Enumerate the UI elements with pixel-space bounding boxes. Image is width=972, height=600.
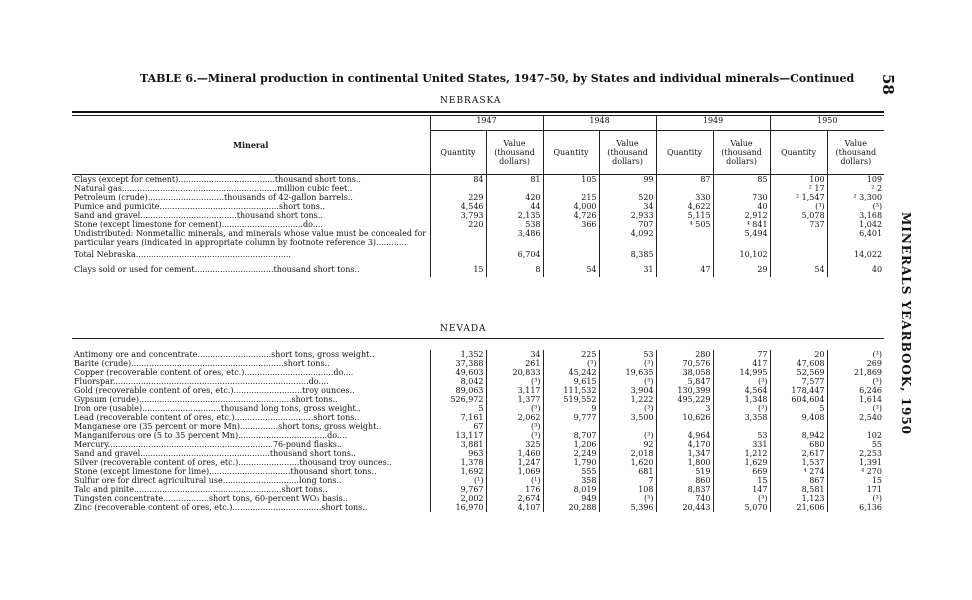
value-cell: 681 [599,467,656,476]
table-row [72,413,884,422]
value-cell: ² 3,300 [827,193,884,202]
quantity-cell: 178,447 [770,386,827,395]
quantity-cell: 358 [543,476,599,485]
quantity-cell: 860 [656,476,713,485]
quantity-cell: 3,881 [430,440,486,449]
value-cell: 1,460 [486,449,543,458]
quantity-cell [543,422,599,431]
quantity-cell: 963 [430,449,486,458]
quantity-cell: 366 [543,220,599,229]
mineral-name: Sulfur ore for direct agricultural use..............................long tons.. [74,476,342,485]
value-cell: (³) [486,377,543,386]
value-cell: 4,092 [599,229,656,247]
value-cell: (³) [599,359,656,368]
mineral-name: Mercury.................................................................76-pound flasks.. [74,440,342,449]
quantity-header: Quantity [543,131,599,175]
quantity-cell: 1,800 [656,458,713,467]
table-row [72,422,884,431]
quantity-cell: 13,117 [430,431,486,440]
quantity-cell: 38,058 [656,368,713,377]
value-cell: (³) [827,202,884,211]
quantity-cell: 740 [656,494,713,503]
quantity-cell [770,422,827,431]
value-cell: 6,704 [486,247,543,262]
value-cell: 2,135 [486,211,543,220]
mineral-name: Fluorspar.............................................................................do.... [74,377,329,386]
table-row [72,359,884,368]
value-cell: 3,358 [713,413,770,422]
value-cell: 108 [599,485,656,494]
table-title: TABLE 6.—Mineral production in continental United States, 1947–50, by States and individual minerals—Continued [140,72,855,85]
value-cell: (³) [827,404,884,413]
year-header: 1950 [770,116,884,131]
value-cell: 331 [713,440,770,449]
quantity-cell: 4,000 [543,202,599,211]
value-cell: 669 [713,467,770,476]
value-cell: (³) [827,377,884,386]
value-cell: 2,253 [827,449,884,458]
table-row [72,494,884,503]
quantity-cell: 5,847 [656,377,713,386]
quantity-cell: 9 [543,404,599,413]
quantity-cell: 100 [770,175,827,185]
table-row [72,175,884,185]
quantity-cell: 280 [656,350,713,359]
quantity-cell: 1,352 [430,350,486,359]
value-cell: 730 [713,193,770,202]
table-row [72,202,884,211]
quantity-cell: 54 [543,262,599,277]
value-cell: 6,401 [827,229,884,247]
quantity-cell: 1,692 [430,467,486,476]
mineral-name: Pumice and pumicite...............................................short tons.. [74,202,325,211]
quantity-cell: 5,078 [770,211,827,220]
quantity-cell: 9,408 [770,413,827,422]
quantity-cell: 49,603 [430,368,486,377]
value-cell: ⁴ 841 [713,220,770,229]
value-cell: 14,022 [827,247,884,262]
mineral-name: Sand and gravel...................................................thousand short tons.. [74,449,356,458]
mineral-name: Talc and pinite..........................................................short tons.. [74,485,328,494]
mineral-name: Natural gas.............................................................million cubic feet.. [74,184,353,193]
value-cell: 109 [827,175,884,185]
quantity-cell [656,184,713,193]
value-cell: 20,833 [486,368,543,377]
quantity-cell: 215 [543,193,599,202]
value-cell: 102 [827,431,884,440]
mineral-name: Zinc (recoverable content of ores, etc.)...................................short tons.. [74,503,368,512]
table-row [72,350,884,359]
quantity-cell: 20 [770,350,827,359]
mineral-name: Undistributed: Nonmetallic minerals, and minerals whose value must be concealed for particular years (indicated in appropriate column by footnote reference 3)............ [74,229,427,247]
table-row [72,467,884,476]
value-cell: 1,614 [827,395,884,404]
value-cell: 1,391 [827,458,884,467]
quantity-cell: ² 1,547 [770,193,827,202]
value-cell: (³) [713,404,770,413]
value-cell: 538 [486,220,543,229]
table-row [72,449,884,458]
value-header: Value (thousand dollars) [827,131,884,175]
value-cell: 1,348 [713,395,770,404]
table-row [72,404,884,413]
value-cell: 2,912 [713,211,770,220]
quantity-cell [543,247,599,262]
quantity-cell: ² 17 [770,184,827,193]
quantity-cell: 89,063 [430,386,486,395]
table-row [72,386,884,395]
quantity-cell: 87 [656,175,713,185]
quantity-cell: 526,972 [430,395,486,404]
quantity-cell [543,229,599,247]
nevada-rule [72,338,884,339]
quantity-cell: 1,123 [770,494,827,503]
quantity-cell: 4,964 [656,431,713,440]
quantity-cell: 2,249 [543,449,599,458]
value-cell: 1,629 [713,458,770,467]
table-row [72,368,884,377]
quantity-cell: (¹) [430,476,486,485]
value-cell: 40 [713,202,770,211]
mineral-name: Silver (recoverable content of ores, etc.)........................thousand troy ounces.. [74,458,392,467]
mineral-name: Barite (crude)............................................................short tons.. [74,359,330,368]
value-cell: (³) [599,494,656,503]
quantity-header: Quantity [430,131,486,175]
value-cell: (¹) [486,476,543,485]
quantity-cell: 4,546 [430,202,486,211]
value-cell: (³) [827,350,884,359]
value-cell: (³) [599,431,656,440]
quantity-cell [770,229,827,247]
quantity-cell: 2,002 [430,494,486,503]
value-header: Value (thousand dollars) [486,131,543,175]
value-cell: 417 [713,359,770,368]
value-cell: 10,102 [713,247,770,262]
table-row [72,485,884,494]
value-cell: 34 [599,202,656,211]
value-cell: 171 [827,485,884,494]
value-cell: 3,168 [827,211,884,220]
value-cell: 3,486 [486,229,543,247]
quantity-cell: 8,042 [430,377,486,386]
quantity-cell: 1,790 [543,458,599,467]
value-cell: 5,396 [599,503,656,512]
value-cell: 21,869 [827,368,884,377]
value-cell: 53 [599,350,656,359]
quantity-cell: 5,115 [656,211,713,220]
running-head: MINERALS YEARBOOK, 1950 [899,212,913,436]
quantity-cell [770,247,827,262]
quantity-cell: 130,399 [656,386,713,395]
value-cell: 81 [486,175,543,185]
quantity-cell: ⁴ 274 [770,467,827,476]
mineral-name: Manganiferous ore (5 to 35 percent Mn)...................................do.... [74,431,348,440]
quantity-cell: 867 [770,476,827,485]
value-cell: 1,042 [827,220,884,229]
mineral-name: Gypsum (crude)............................................................short tons.. [74,395,338,404]
value-cell: 15 [827,476,884,485]
quantity-cell: 220 [430,220,486,229]
value-cell: 8,385 [599,247,656,262]
quantity-cell: 1,206 [543,440,599,449]
value-cell: 92 [599,440,656,449]
value-cell: (³) [599,377,656,386]
mineral-name: Stone (except limestone for cement)................................do.... [74,220,323,229]
mineral-header: Mineral [72,116,430,175]
mineral-name: Stone (except limestone for lime)................................thousand short tons.. [74,467,377,476]
value-cell: 176 [486,485,543,494]
quantity-cell: 16,970 [430,503,486,512]
value-cell: 5,494 [713,229,770,247]
quantity-cell: (³) [770,202,827,211]
quantity-cell: 1,537 [770,458,827,467]
table-row [72,220,884,229]
mineral-name: Iron ore (usable)...............................thousand long tons, gross weight.. [74,404,361,413]
value-cell: 19,635 [599,368,656,377]
quantity-cell: 8,707 [543,431,599,440]
quantity-cell: 519 [656,467,713,476]
quantity-cell: 47,608 [770,359,827,368]
quantity-cell: 15 [430,262,486,277]
table-row [72,193,884,202]
quantity-cell: 4,170 [656,440,713,449]
value-cell: (³) [486,431,543,440]
value-cell: 1,222 [599,395,656,404]
value-cell: (³) [827,494,884,503]
value-cell: 2,062 [486,413,543,422]
value-cell: 1,247 [486,458,543,467]
quantity-cell: 47 [656,262,713,277]
quantity-cell: 555 [543,467,599,476]
mineral-name: Sand and gravel......................................thousand short tons.. [74,211,323,220]
table-row [72,395,884,404]
quantity-cell: (³) [543,359,599,368]
value-cell: 147 [713,485,770,494]
quantity-cell: 70,576 [656,359,713,368]
value-cell: 14,995 [713,368,770,377]
table-row [72,440,884,449]
quantity-cell: 949 [543,494,599,503]
quantity-cell: 3,793 [430,211,486,220]
value-cell [599,422,656,431]
quantity-cell: 519,552 [543,395,599,404]
value-cell: 85 [713,175,770,185]
value-cell: 34 [486,350,543,359]
value-cell: 7 [599,476,656,485]
value-cell [713,422,770,431]
quantity-cell: 37,388 [430,359,486,368]
year-header: 1948 [543,116,656,131]
value-cell: 420 [486,193,543,202]
quantity-cell: 45,242 [543,368,599,377]
value-cell: 6,246 [827,386,884,395]
value-cell [486,184,543,193]
table-row [72,458,884,467]
state-label-nevada: NEVADA [440,324,487,334]
quantity-cell: 52,569 [770,368,827,377]
state-label-nebraska: NEBRASKA [440,96,502,106]
quantity-cell: 225 [543,350,599,359]
quantity-cell: 8,581 [770,485,827,494]
quantity-cell: 111,532 [543,386,599,395]
table-row [72,211,884,220]
value-header: Value (thousand dollars) [599,131,656,175]
top-rule [72,111,884,113]
quantity-cell: 5 [430,404,486,413]
quantity-cell: 5 [770,404,827,413]
quantity-cell: 7,161 [430,413,486,422]
quantity-cell: 680 [770,440,827,449]
value-cell: 8 [486,262,543,277]
quantity-cell: 21,606 [770,503,827,512]
quantity-cell: 20,288 [543,503,599,512]
nevada-table [72,350,884,512]
quantity-cell: 8,837 [656,485,713,494]
value-cell: ² 2 [827,184,884,193]
value-cell: 29 [713,262,770,277]
total-row [72,247,884,262]
quantity-cell: 2,617 [770,449,827,458]
value-cell: 99 [599,175,656,185]
value-cell: 3,904 [599,386,656,395]
value-cell: 2,674 [486,494,543,503]
mineral-name: Copper (recoverable content of ores, etc.)...................................do.... [74,368,354,377]
mineral-name: Petroleum (crude)..............................thousands of 42-gallon barrels.. [74,193,353,202]
quantity-cell: 9,615 [543,377,599,386]
quantity-cell: 604,604 [770,395,827,404]
quantity-cell: ⁴ 505 [656,220,713,229]
value-cell [713,184,770,193]
quantity-cell [656,229,713,247]
value-cell: 3,117 [486,386,543,395]
value-cell: 1,377 [486,395,543,404]
quantity-cell: 105 [543,175,599,185]
quantity-cell: 54 [770,262,827,277]
mineral-name: Lead (recoverable content of ores, etc.)...............................short tons.. [74,413,360,422]
quantity-header: Quantity [656,131,713,175]
quantity-cell: 330 [656,193,713,202]
value-cell: 707 [599,220,656,229]
quantity-cell [656,422,713,431]
mineral-name: Manganese ore (35 percent or more Mn)...............short tons, gross weight.. [74,422,382,431]
value-cell: 6,136 [827,503,884,512]
quantity-cell: 1,347 [656,449,713,458]
value-cell: 44 [486,202,543,211]
quantity-cell: 8,942 [770,431,827,440]
quantity-cell: 20,443 [656,503,713,512]
value-cell: (³) [713,494,770,503]
nebraska-table [72,115,884,277]
quantity-cell [543,184,599,193]
table-row [72,229,884,247]
quantity-cell: 10,626 [656,413,713,422]
value-cell: 40 [827,262,884,277]
value-cell: 4,107 [486,503,543,512]
quantity-cell: 7,577 [770,377,827,386]
value-cell [599,184,656,193]
quantity-cell: 3 [656,404,713,413]
quantity-cell: 84 [430,175,486,185]
quantity-cell: 9,777 [543,413,599,422]
value-cell: 55 [827,440,884,449]
value-cell: 269 [827,359,884,368]
table-row [72,377,884,386]
value-cell: (³) [599,404,656,413]
quantity-cell: 495,229 [656,395,713,404]
cement-clay-row [72,262,884,277]
value-cell: (³) [713,377,770,386]
page-number: 58 [879,74,897,95]
quantity-cell: 9,767 [430,485,486,494]
mineral-name: Tungsten concentrate..................short tons, 60-percent WO₃ basis.. [74,494,348,503]
quantity-cell [430,229,486,247]
value-cell: 325 [486,440,543,449]
value-cell: 520 [599,193,656,202]
value-cell: 53 [713,431,770,440]
quantity-cell [430,247,486,262]
quantity-cell: 8,019 [543,485,599,494]
table-row [72,503,884,512]
quantity-cell: 737 [770,220,827,229]
value-cell: 1,212 [713,449,770,458]
value-cell: 4,564 [713,386,770,395]
value-cell: (³) [486,422,543,431]
value-cell: 5,070 [713,503,770,512]
quantity-cell [430,184,486,193]
mineral-name: Antimony ore and concentrate.............................short tons, gross weight.. [74,350,375,359]
value-header: Value (thousand dollars) [713,131,770,175]
quantity-cell: 67 [430,422,486,431]
value-cell: 1,069 [486,467,543,476]
year-header: 1949 [656,116,770,131]
value-cell: 2,018 [599,449,656,458]
value-cell: ⁴ 270 [827,467,884,476]
quantity-cell: 1,378 [430,458,486,467]
quantity-cell: 4,726 [543,211,599,220]
value-cell: 77 [713,350,770,359]
table-row [72,184,884,193]
mineral-name: Clays sold or used for cement...............................thousand short tons.. [74,265,360,274]
value-cell: 3,500 [599,413,656,422]
value-cell: 2,540 [827,413,884,422]
quantity-cell: 229 [430,193,486,202]
quantity-cell [656,247,713,262]
mineral-name: Clays (except for cement)......................................thousand short tons.. [74,175,361,184]
quantity-header: Quantity [770,131,827,175]
value-cell: (³) [486,404,543,413]
mineral-name: Gold (recoverable content of ores, etc.)...........................troy ounces.. [74,386,355,395]
table-row [72,431,884,440]
mineral-name: Total Nebraska............................................................. [74,250,291,259]
value-cell: 2,933 [599,211,656,220]
value-cell: 15 [713,476,770,485]
year-header: 1947 [430,116,543,131]
value-cell: 261 [486,359,543,368]
value-cell: 31 [599,262,656,277]
table-row [72,476,884,485]
quantity-cell: 4,622 [656,202,713,211]
value-cell [827,422,884,431]
value-cell: 1,620 [599,458,656,467]
